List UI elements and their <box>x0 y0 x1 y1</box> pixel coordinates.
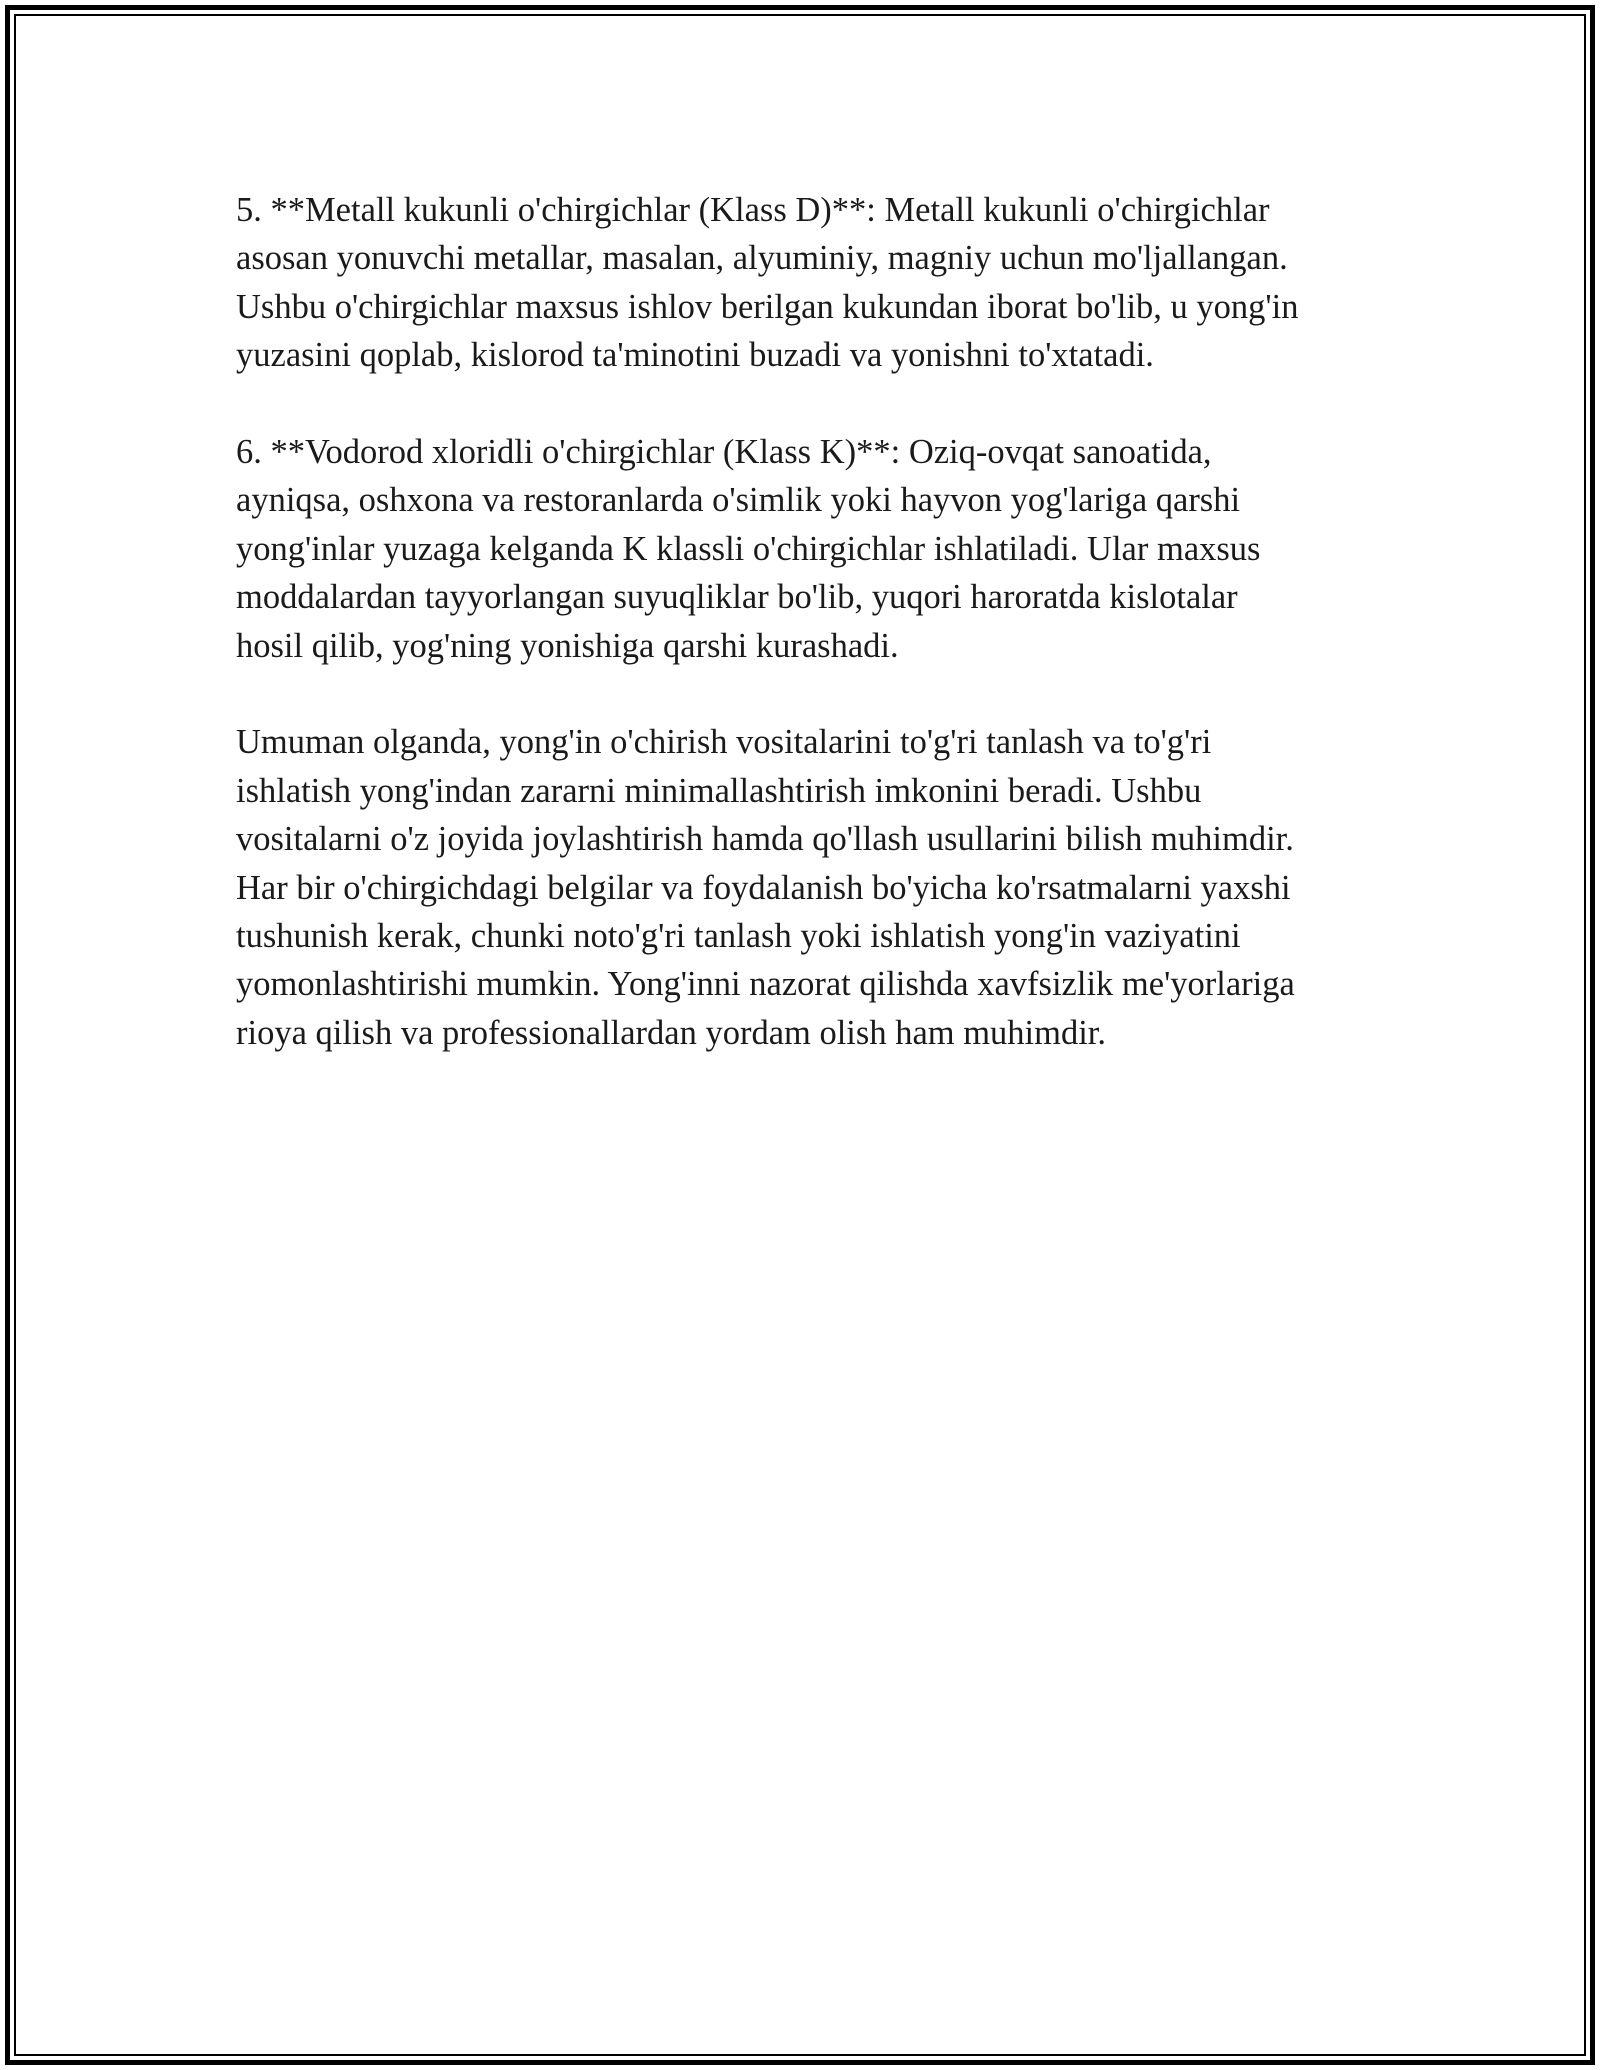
document-body <box>236 186 1436 1057</box>
paragraph-conclusion: Umuman olganda, yong'in o'chirish vositalarini to'g'ri tanlash va to'g'ri ishlatish yong'indan zararni minimallashtirish imkonini beradi. Ushbu vositalarni o'z joyida joylashtirish hamda qo'llash usullarini bilish muhimdir. Har bir o'chirgichdagi belgilar va foydalanish bo'yicha ko'rsatmalarni yaxshi tushunish kerak, chunki noto'g'ri tanlash yoki ishlatish yong'in vaziyatini yomonlashtirishi mumkin. Yong'inni nazorat qilishda xavfsizlik me'yorlariga rioya qilish va professionallardan yordam olish ham muhimdir. <box>236 723 1295 1052</box>
paragraph-class-d-extinguishers: 5. **Metall kukunli o'chirgichlar (Klass D)**: Metall kukunli o'chirgichlar asosan yonuvchi metallar, masalan, alyuminiy, magniy uchun mo'ljallangan. Ushbu o'chirgichlar maxsus ishlov berilgan kukundan iborat bo'lib, u yong'in yuzasini qoplab, kislorod ta'minotini buzadi va yonishni to'xtatadi. <box>236 191 1299 375</box>
paragraph-class-k-extinguishers: 6. **Vodorod xloridli o'chirgichlar (Klass K)**: Oziq-ovqat sanoatida, ayniqsa, oshxona va restoranlarda o'simlik yoki hayvon yog'lariga qarshi yong'inlar yuzaga kelganda K klassli o'chirgichlar ishlatiladi. Ular maxsus moddalardan tayyorlangan suyuqliklar bo'lib, yuqori haroratda kislotalar hosil qilib, yog'ning yonishiga qarshi kurashadi. <box>236 433 1261 665</box>
